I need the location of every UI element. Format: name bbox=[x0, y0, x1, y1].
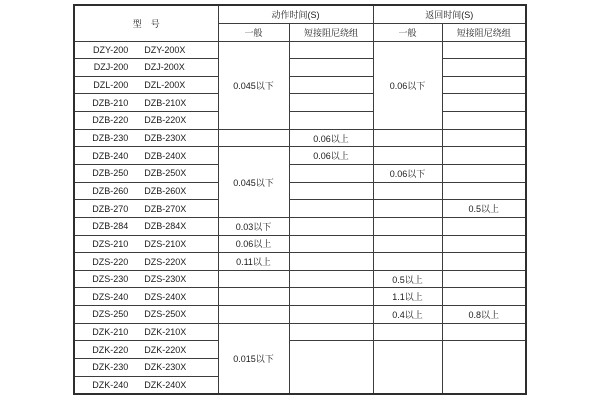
table-row bbox=[74, 253, 526, 271]
ret-damper-cell bbox=[442, 235, 526, 253]
model-name: DZB-210 bbox=[92, 97, 129, 108]
model-name: DZY-200 bbox=[93, 44, 129, 55]
act-damper-cell bbox=[289, 41, 373, 59]
ret-general-cell bbox=[373, 323, 442, 341]
table-row bbox=[74, 306, 526, 324]
model-name: DZB-220X bbox=[144, 115, 187, 126]
act-damper-cell bbox=[289, 217, 373, 235]
table-row bbox=[74, 323, 526, 341]
return-time-header: 返回时间(S) bbox=[373, 5, 526, 23]
model-name: DZB-260 bbox=[92, 185, 129, 196]
model-name: DZB-230X bbox=[144, 133, 187, 144]
model-name: DZS-230X bbox=[144, 274, 187, 285]
model-name: DZB-284 bbox=[92, 221, 129, 232]
act-general-cell bbox=[218, 129, 289, 147]
model-name: DZK-210 bbox=[92, 327, 129, 338]
table-row bbox=[74, 182, 526, 200]
table-row bbox=[74, 235, 526, 253]
act-damper-cell bbox=[289, 306, 373, 324]
ret-damper-cell bbox=[442, 147, 526, 165]
model-cell bbox=[74, 341, 218, 359]
ret-general-cell bbox=[373, 182, 442, 200]
model-name: DZS-210 bbox=[92, 238, 129, 249]
ret-general-cell bbox=[373, 147, 442, 165]
model-cell bbox=[74, 59, 218, 77]
ret-damper-cell bbox=[442, 164, 526, 182]
ret-general-cell bbox=[373, 341, 442, 394]
model-name: DZB-250 bbox=[92, 168, 129, 179]
action-damper-header: 短接阻尼绕组 bbox=[289, 23, 373, 41]
model-name: DZS-250X bbox=[144, 309, 187, 320]
model-name: DZS-240 bbox=[92, 291, 129, 302]
model-cell bbox=[74, 147, 218, 165]
ret-damper-cell bbox=[442, 94, 526, 112]
model-cell bbox=[74, 217, 218, 235]
act-damper-cell bbox=[289, 76, 373, 94]
act-damper-cell bbox=[289, 164, 373, 182]
model-cell bbox=[74, 376, 218, 394]
action-time-header: 动作时间(S) bbox=[218, 5, 373, 23]
model-name: DZB-270X bbox=[144, 203, 187, 214]
act-damper-cell bbox=[289, 200, 373, 218]
model-name: DZK-210X bbox=[144, 327, 187, 338]
act-damper-cell bbox=[289, 253, 373, 271]
ret-general-cell bbox=[373, 217, 442, 235]
model-name: DZK-240X bbox=[144, 379, 187, 390]
model-name: DZL-200 bbox=[93, 80, 129, 91]
model-cell bbox=[74, 182, 218, 200]
act-damper-cell bbox=[289, 112, 373, 130]
act-damper-cell bbox=[289, 235, 373, 253]
table-row bbox=[74, 288, 526, 306]
relay-spec-table bbox=[73, 4, 527, 395]
ret-damper-cell bbox=[442, 112, 526, 130]
ret-damper-cell bbox=[442, 59, 526, 77]
model-name: DZB-210X bbox=[144, 97, 187, 108]
return-damper-header: 短接阻尼绕组 bbox=[442, 23, 526, 41]
model-cell bbox=[74, 129, 218, 147]
model-name: DZB-220 bbox=[92, 115, 129, 126]
model-name: DZK-240 bbox=[92, 379, 129, 390]
table-row bbox=[74, 147, 526, 165]
ret-general-cell bbox=[373, 235, 442, 253]
model-name: DZS-220X bbox=[144, 256, 187, 267]
table-row bbox=[74, 41, 526, 59]
table-header bbox=[74, 5, 526, 41]
act-damper-cell bbox=[289, 59, 373, 77]
table-body bbox=[74, 41, 526, 394]
table-row bbox=[74, 59, 526, 77]
table-row bbox=[74, 164, 526, 182]
table-row bbox=[74, 200, 526, 218]
ret-damper-cell: 0.8以上 bbox=[442, 306, 526, 324]
model-cell bbox=[74, 253, 218, 271]
ret-damper-cell bbox=[442, 129, 526, 147]
act-damper-cell bbox=[289, 270, 373, 288]
table-row bbox=[74, 341, 526, 359]
act-damper-cell: 0.06以上 bbox=[289, 147, 373, 165]
return-general-header: 一般 bbox=[373, 23, 442, 41]
ret-damper-cell bbox=[442, 288, 526, 306]
model-name: DZB-230 bbox=[92, 133, 129, 144]
model-name: DZJ-200X bbox=[144, 62, 185, 73]
act-general-cell: 0.045以下 bbox=[218, 147, 289, 218]
ret-general-cell: 0.06以下 bbox=[373, 41, 442, 129]
ret-damper-cell bbox=[442, 323, 526, 341]
model-name: DZJ-200 bbox=[93, 62, 129, 73]
model-name: DZS-230 bbox=[92, 274, 129, 285]
model-name: DZS-220 bbox=[92, 256, 129, 267]
model-cell bbox=[74, 306, 218, 324]
model-name: DZS-250 bbox=[92, 309, 129, 320]
model-name: DZK-230X bbox=[144, 362, 187, 373]
act-damper-cell: 0.06以上 bbox=[289, 129, 373, 147]
act-general-cell bbox=[218, 306, 289, 324]
ret-damper-cell: 0.5以上 bbox=[442, 200, 526, 218]
model-name: DZY-200X bbox=[144, 44, 186, 55]
act-damper-cell bbox=[289, 94, 373, 112]
action-general-header: 一般 bbox=[218, 23, 289, 41]
ret-damper-cell bbox=[442, 41, 526, 59]
model-name: DZB-250X bbox=[144, 168, 187, 179]
ret-general-cell: 0.4以上 bbox=[373, 306, 442, 324]
model-name: DZB-260X bbox=[144, 185, 187, 196]
ret-general-cell: 1.1以上 bbox=[373, 288, 442, 306]
table-row bbox=[74, 129, 526, 147]
model-name: DZB-240X bbox=[144, 150, 187, 161]
model-cell bbox=[74, 112, 218, 130]
model-cell bbox=[74, 235, 218, 253]
table-row bbox=[74, 76, 526, 94]
model-name: DZS-240X bbox=[144, 291, 187, 302]
ret-general-cell bbox=[373, 200, 442, 218]
model-name: DZL-200X bbox=[144, 80, 186, 91]
model-cell bbox=[74, 76, 218, 94]
ret-general-cell bbox=[373, 253, 442, 271]
model-cell bbox=[74, 359, 218, 377]
model-name: DZK-220 bbox=[92, 344, 129, 355]
model-name: DZB-240 bbox=[92, 150, 129, 161]
act-general-cell: 0.03以下 bbox=[218, 217, 289, 235]
model-cell bbox=[74, 41, 218, 59]
model-name: DZK-230 bbox=[92, 362, 129, 373]
act-damper-cell bbox=[289, 323, 373, 341]
ret-damper-cell bbox=[442, 253, 526, 271]
act-general-cell: 0.11以上 bbox=[218, 253, 289, 271]
act-general-cell: 0.045以下 bbox=[218, 41, 289, 129]
model-cell bbox=[74, 288, 218, 306]
model-name: DZK-220X bbox=[144, 344, 187, 355]
act-damper-cell bbox=[289, 341, 373, 394]
model-name: DZB-270 bbox=[92, 203, 129, 214]
act-general-cell: 0.06以上 bbox=[218, 235, 289, 253]
ret-damper-cell bbox=[442, 76, 526, 94]
act-damper-cell bbox=[289, 182, 373, 200]
model-cell bbox=[74, 164, 218, 182]
act-general-cell bbox=[218, 270, 289, 288]
model-column-header: 型 号 bbox=[74, 5, 218, 41]
ret-damper-cell bbox=[442, 182, 526, 200]
model-name: DZB-284X bbox=[144, 221, 187, 232]
act-general-cell: 0.015以下 bbox=[218, 323, 289, 394]
model-cell bbox=[74, 270, 218, 288]
model-cell bbox=[74, 323, 218, 341]
table-row bbox=[74, 217, 526, 235]
table-row bbox=[74, 94, 526, 112]
ret-damper-cell bbox=[442, 217, 526, 235]
table-row bbox=[74, 112, 526, 130]
table-row bbox=[74, 270, 526, 288]
spec-table-container bbox=[73, 4, 527, 395]
ret-general-cell bbox=[373, 129, 442, 147]
model-cell bbox=[74, 94, 218, 112]
act-damper-cell bbox=[289, 288, 373, 306]
model-name: DZS-210X bbox=[144, 238, 187, 249]
model-cell bbox=[74, 200, 218, 218]
ret-general-cell: 0.06以下 bbox=[373, 164, 442, 182]
ret-damper-cell bbox=[442, 270, 526, 288]
ret-general-cell: 0.5以上 bbox=[373, 270, 442, 288]
ret-damper-cell bbox=[442, 341, 526, 394]
act-general-cell bbox=[218, 288, 289, 306]
